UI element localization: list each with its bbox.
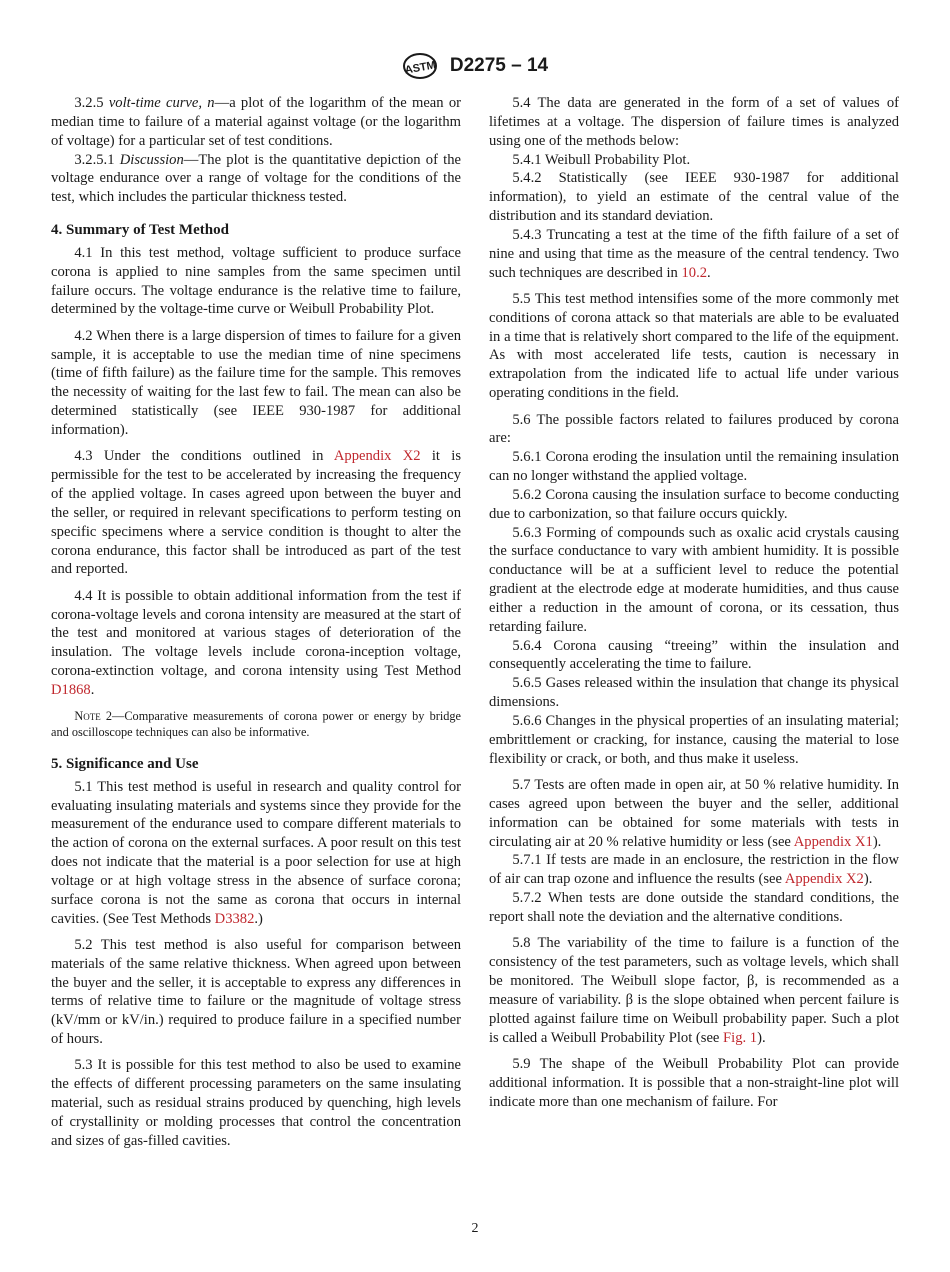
- section-heading: 5. Significance and Use: [51, 755, 199, 772]
- left-column: [51, 94, 461, 1151]
- text-run: 5.6.5 Gases released within the insulation that change its physical dimensions.: [489, 675, 899, 711]
- text-run: 5.8 The variability of the time to failure is a function of the consistency of the test parameters, such as voltage levels, which shall be monitored. The Weibull slope factor, β, is recommended as a measure of variability. β is the slope obtained when percent failure is plotted against failure time on Weibull probability paper. Such a plot is called a Weibull Probability Plot (see: [489, 935, 899, 1046]
- text-run: 2—Comparative measurements of corona power or energy by bridge and oscilloscope techniques can also be informative.: [51, 708, 461, 740]
- cross-reference-link[interactable]: D3382: [214, 910, 255, 927]
- paragraph: [489, 226, 899, 283]
- text-run: ).: [872, 833, 882, 850]
- paragraph: [489, 776, 899, 851]
- text-run: 5.9 The shape of the Weibull Probability Plot can provide additional information. It is possible that a non-straight-line plot will indicate more than one mechanism of failure. For: [489, 1055, 899, 1110]
- right-column: [489, 94, 899, 1111]
- paragraph: [489, 94, 899, 151]
- paragraph: [489, 169, 899, 226]
- paragraph: [489, 712, 899, 769]
- text-run: 4.4 It is possible to obtain additional information from the test if corona-voltage levels and corona intensity are measured at the start of the test and monitored at various stages of deterioration of the insulation. The voltage levels include corona-inception voltage, corona-extinction voltage, and corona intensity using Test Method: [51, 587, 461, 680]
- paragraph: [489, 411, 899, 449]
- text-run: 5.7.2 When tests are done outside the standard conditions, the report shall note the deviation and the alternative conditions.: [489, 890, 899, 925]
- paragraph: [51, 447, 461, 579]
- text-run: 5.3 It is possible for this test method to also be used to examine the effects of different processing parameters on the same insulating material, such as residual strains produced by quenching, high levels of crystallinity or molding processes that control the concentration and sizes of gas-filled cavities.: [51, 1057, 461, 1149]
- paragraph: [51, 587, 461, 700]
- text-run: 5.6.1 Corona eroding the insulation until the remaining insulation can no longer withstand the applied voltage.: [489, 449, 899, 485]
- svg-text:ASTM: ASTM: [403, 59, 437, 77]
- text-run: 5.6.3 Forming of compounds such as oxalic acid crystals causing the surface conductance to vary with ambient humidity. It is possible conductance will be at a sufficient level to reduce the potential gradient at the electrode edge at moderate humidities, and thus cause either a reduction in the amount of corona, or its cessation, thus retarding failure.: [489, 524, 899, 635]
- paragraph: [489, 851, 899, 889]
- paragraph: [489, 524, 899, 637]
- document-designation: D2275 – 14: [449, 55, 549, 76]
- text-run: 5.4.2 Statistically (see IEEE 930-1987 for additional information), to yield an estimate of the central value of the distribution and its standard deviation.: [489, 170, 899, 225]
- note-label: Note: [74, 708, 101, 723]
- text-run: 3.2.5: [74, 95, 109, 111]
- page-number: 2: [471, 1221, 479, 1236]
- text-run: 5.7 Tests are often made in open air, at 50 % relative humidity. In cases agreed upon between the buyer and the seller, additional information can be obtained for some materials with tests in circulating air at 20 % relative humidity or less (see: [489, 777, 899, 850]
- italic-term: Discussion: [119, 151, 184, 168]
- text-run: .: [707, 264, 711, 281]
- cross-reference-link[interactable]: Fig. 1: [723, 1029, 758, 1046]
- text-run: 5.2 This test method is also useful for comparison between materials of the same relative thickness. When agreed upon between the buyer and the seller, it is acceptable to express any differences in terms of relative time to failure or the magnitude of voltage stress (kV/mm or kV/in.) required to produce failure in a specified number of hours.: [51, 936, 461, 1048]
- cross-reference-link[interactable]: Appendix X2: [784, 871, 864, 888]
- astm-logo-icon: [402, 52, 438, 80]
- cross-reference-link[interactable]: Appendix X2: [333, 448, 421, 465]
- paragraph: [489, 486, 899, 524]
- paragraph: [489, 674, 899, 712]
- page-header: [0, 52, 950, 80]
- text-run: 5.6.6 Changes in the physical properties of an insulating material; embrittlement or cracking, for instance, causing the material to lose flexibility or crack, or both, and thus make it useless.: [489, 713, 899, 767]
- paragraph: [489, 637, 899, 675]
- text-run: 5.7.1 If tests are made in an enclosure, the restriction in the flow of air can trap ozone and influence the results (see: [489, 852, 899, 888]
- paragraph: [51, 936, 461, 1049]
- paragraph: [51, 327, 461, 440]
- text-run: 5.6.4 Corona causing “treeing” within the insulation and consequently accelerating the time to failure.: [489, 637, 899, 673]
- paragraph: [51, 94, 461, 151]
- text-run: it is permissible for the test to be accelerated by increasing the frequency of the applied voltage. In cases agreed upon between the buyer and the seller, or required in relevant specifications to perform testing on specific specimens where a service condition is thought to alter the corona endurance, this factor shall be introduced as part of the test and reported.: [51, 448, 461, 578]
- cross-reference-link[interactable]: Appendix X1: [793, 833, 873, 850]
- text-run: 5.6 The possible factors related to failures produced by corona are:: [489, 411, 899, 447]
- paragraph: [489, 151, 899, 170]
- text-run: .): [254, 910, 263, 927]
- text-run: 3.2.5.1: [74, 151, 120, 168]
- text-run: 4.3 Under the conditions outlined in: [74, 448, 334, 465]
- text-run: 5.4.1 Weibull Probability Plot.: [512, 151, 691, 168]
- text-run: 4.2 When there is a large dispersion of times to failure for a given sample, it is acceptable to use the median time of nine specimens (time of fifth failure) as the failure time for the sample. This removes the necessity of waiting for the last few to fail. The mean can also be determined statistically (see IEEE 930-1987 for additional information).: [51, 327, 461, 438]
- text-run: .: [90, 681, 95, 698]
- text-run: 5.5 This test method intensifies some of the more commonly met conditions of corona attack so that materials are able to be evaluated in a time that is relatively short compared to the life of the equipment. As with most accelerated life tests, caution is necessary in extrapolation from the indicated life to actual life under various operating conditions in the field.: [489, 290, 899, 402]
- paragraph: [489, 889, 899, 927]
- section-heading: 4. Summary of Test Method: [51, 222, 229, 239]
- text-run: —The plot is the quantitative depiction of the voltage endurance over a range of voltage for the conditions of the test, which includes the particular thickness tested.: [51, 151, 462, 206]
- paragraph: [51, 1056, 461, 1150]
- paragraph: [489, 1055, 899, 1112]
- paragraph: [51, 778, 461, 929]
- note-paragraph: [51, 708, 461, 741]
- paragraph: [489, 290, 899, 403]
- text-run: ).: [757, 1029, 766, 1046]
- text-run: 5.6.2 Corona causing the insulation surface to become conducting due to carbonization, so that failure occurs quickly.: [489, 486, 899, 522]
- text-run: —a plot of the logarithm of the mean or median time to failure of a material against voltage (or the logarithm of voltage) for a particular set of test conditions.: [51, 95, 461, 149]
- paragraph: [489, 448, 899, 486]
- paragraph: [51, 244, 461, 319]
- cross-reference-link[interactable]: D1868: [51, 681, 91, 698]
- text-run: ).: [863, 871, 873, 888]
- paragraph: [489, 934, 899, 1047]
- text-run: 5.1 This test method is useful in research and quality control for evaluating insulating materials and systems since they provide for the measurement of the endurance used to compare different materials to the action of corona on the external surfaces. A poor result on this test does not indicate that the material is a poor selection for use at high voltage or at high voltage stress in the absence of surface corona; surface corona is not the same as corona that occurs in internal cavities. (See Test Methods: [51, 778, 461, 927]
- text-run: 4.1 In this test method, voltage sufficient to produce surface corona is applied to nine samples from the same specimen until failure occurs. The voltage endurance is the relative time to failure, determined by the voltage-time curve or Weibull Probability Plot.: [51, 244, 461, 318]
- paragraph: [51, 151, 461, 208]
- text-run: 5.4 The data are generated in the form of a set of values of lifetimes at a voltage. The dispersion of failure times is analyzed using one of the methods below:: [489, 95, 899, 149]
- italic-term: volt-time curve, n: [108, 95, 215, 111]
- cross-reference-link[interactable]: 10.2: [681, 264, 708, 281]
- text-run: 5.4.3 Truncating a test at the time of the fifth failure of a set of nine and using that time as the measure of the central tendency. Two such techniques are described in: [489, 226, 899, 281]
